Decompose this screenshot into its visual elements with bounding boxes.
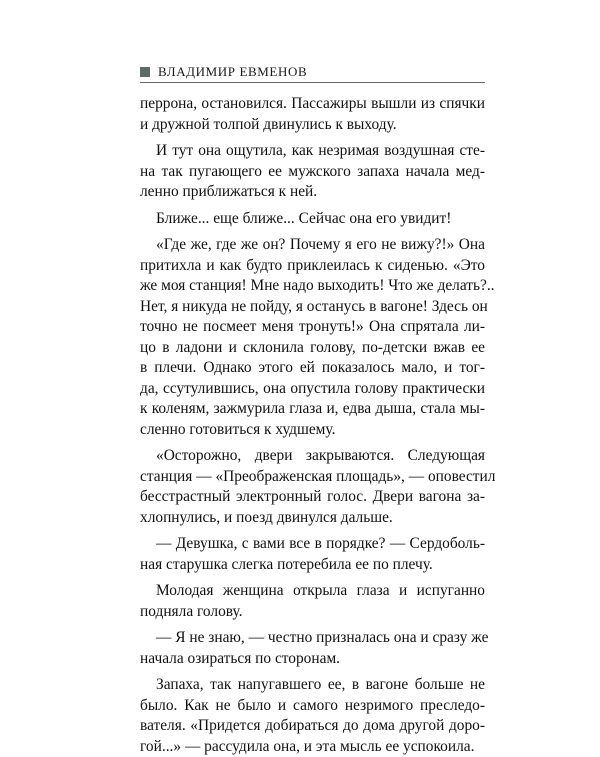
text-line: на так пугающего ее мужского запаха начала мед- [140,162,485,183]
author-name: ВЛАДИМИР ЕВМЕНОВ [158,64,307,80]
text-line: — Девушка, с вами все в порядке? — Сердоболь- [140,534,485,555]
text-line: — Я не знаю, — честно призналась она и сразу же [140,628,485,649]
text-line: «Осторожно, двери закрываются. Следующая [140,446,485,467]
text-line: притихла и как будто приклеилась к сиденью. «Это [140,256,485,277]
text-line: сленно готовиться к худшему. [140,420,485,441]
text-line: Ближе... еще ближе... Сейчас она его увидит! [140,209,485,230]
text-line: гой...» — рассудила она, и эта мысль ее успокоила. [140,737,485,757]
text-line: перрона, остановился. Пассажиры вышли из спячки [140,94,485,115]
text-line: Нет, я никуда не пойду, я останусь в вагоне! Здесь он [140,297,485,318]
body-text [140,94,485,757]
header-divider [140,82,485,83]
text-line: станция — «Преображенская площадь», — оповестил [140,467,485,488]
text-line: «Где же, где же он? Почему я его не вижу?!» Она [140,235,485,256]
header-square-mark [140,67,150,77]
text-line: к коленям, зажмурила глаза и, едва дыша, стала мы- [140,399,485,420]
text-line: вателя. «Придется добираться до дома другой доро- [140,716,485,737]
text-line: бесстрастный электронный голос. Двери вагона за- [140,487,485,508]
text-line: да, ссутулившись, она опустила голову практически [140,379,485,400]
text-line: начала озираться по сторонам. [140,649,485,670]
text-line: Молодая женщина открыла глаза и испуганно [140,581,485,602]
text-line: Запаха, так напугавшего ее, в вагоне больше не [140,675,485,696]
text-line: же моя станция! Мне надо выходить! Что же делать?.. [140,276,485,297]
text-line: и дружной толпой двинулись к выходу. [140,115,485,136]
running-header [140,64,485,80]
text-line: точно не посмеет меня тронуть!» Она спрятала ли- [140,317,485,338]
text-line: ная старушка слегка потеребила ее по плечу. [140,555,485,576]
text-line: И тут она ощутила, как незримая воздушная сте- [140,141,485,162]
text-line: цо в ладони и склонила голову, по-детски вжав ее [140,338,485,359]
text-line: было. Как не было и самого незримого преследо- [140,696,485,717]
text-line: хлопнулись, и поезд двинулся дальше. [140,508,485,529]
text-line: в плечи. Однако этого ей показалось мало, и тог- [140,358,485,379]
text-line: ленно приближаться к ней. [140,182,485,203]
text-line: подняла голову. [140,602,485,623]
